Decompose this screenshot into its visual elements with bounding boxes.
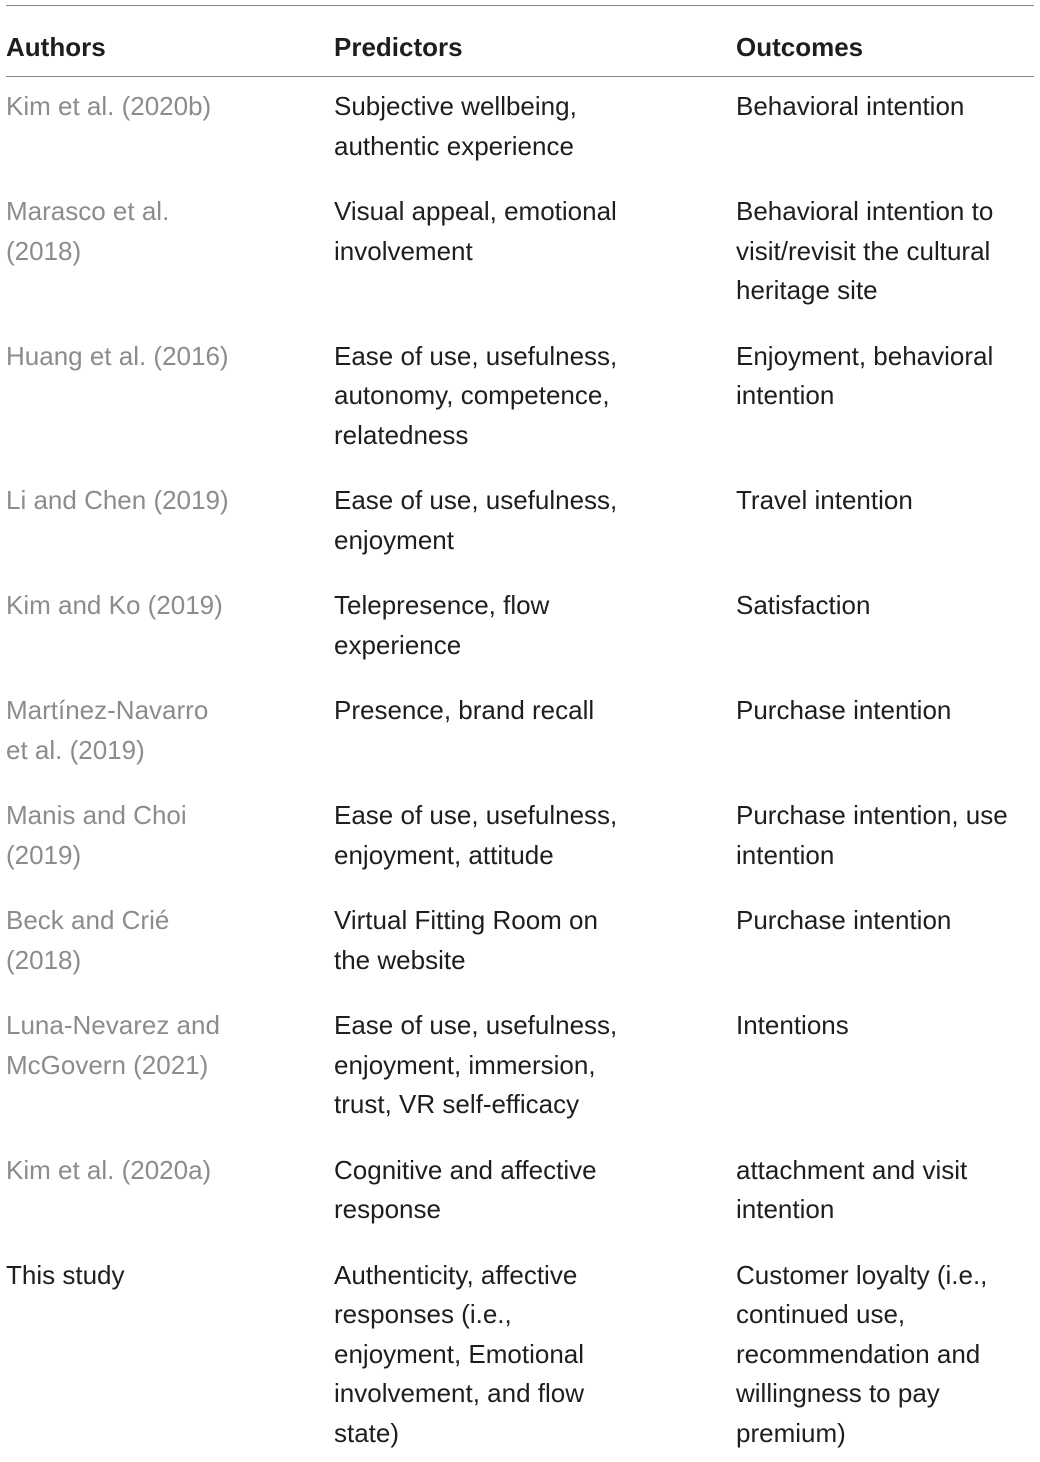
cell-outcomes-line: Purchase intention (736, 901, 1034, 941)
cell-predictors-line: response (334, 1190, 736, 1230)
table-row (6, 175, 1034, 320)
cell-outcomes-line: Purchase intention (736, 691, 1034, 731)
cell-outcomes (736, 691, 1034, 770)
cell-predictors-line: Ease of use, usefulness, (334, 481, 736, 521)
cell-outcomes-line: visit/revisit the cultural (736, 232, 1034, 272)
table-row (6, 569, 1034, 674)
cell-outcomes-line: Purchase intention, use (736, 796, 1034, 836)
cell-authors-line: Luna-Nevarez and (6, 1006, 334, 1046)
cell-predictors-line: enjoyment, Emotional (334, 1335, 736, 1375)
table-row (6, 989, 1034, 1134)
cell-outcomes-line: Customer loyalty (i.e., (736, 1256, 1034, 1296)
cell-predictors-line: Cognitive and affective (334, 1151, 736, 1191)
cell-outcomes (736, 1151, 1034, 1230)
cell-authors-line: Kim and Ko (2019) (6, 586, 334, 626)
cell-outcomes-line: recommendation and (736, 1335, 1034, 1375)
cell-predictors (334, 901, 736, 980)
cell-authors (6, 1151, 334, 1230)
cell-authors-line: Kim et al. (2020a) (6, 1151, 334, 1191)
cell-predictors-line: Virtual Fitting Room on (334, 901, 736, 941)
cell-outcomes-line: Travel intention (736, 481, 1034, 521)
cell-outcomes (736, 1256, 1034, 1454)
cell-authors-line: Martínez-Navarro (6, 691, 334, 731)
cell-predictors-line: enjoyment, attitude (334, 836, 736, 876)
cell-predictors-line: Subjective wellbeing, (334, 87, 736, 127)
cell-outcomes-line: Intentions (736, 1006, 1034, 1046)
cell-authors (6, 87, 334, 166)
cell-authors (6, 1256, 334, 1454)
cell-authors-line: This study (6, 1256, 334, 1296)
cell-outcomes (736, 337, 1034, 456)
cell-predictors-line: involvement (334, 232, 736, 272)
table-row (6, 77, 1034, 175)
table-body (6, 77, 1034, 1462)
table-row (6, 464, 1034, 569)
cell-authors (6, 901, 334, 980)
cell-outcomes-line: premium) (736, 1414, 1034, 1454)
cell-authors-line: Kim et al. (2020b) (6, 87, 334, 127)
cell-predictors-line: experience (334, 626, 736, 666)
cell-predictors (334, 691, 736, 770)
cell-outcomes (736, 586, 1034, 665)
cell-predictors-line: involvement, and flow (334, 1374, 736, 1414)
cell-authors (6, 1006, 334, 1125)
cell-predictors-line: Telepresence, flow (334, 586, 736, 626)
cell-predictors-line: responses (i.e., (334, 1295, 736, 1335)
cell-predictors-line: Presence, brand recall (334, 691, 736, 731)
cell-outcomes-line: willingness to pay (736, 1374, 1034, 1414)
table-row (6, 320, 1034, 465)
cell-outcomes (736, 901, 1034, 980)
cell-authors (6, 691, 334, 770)
cell-authors-line: (2019) (6, 836, 334, 876)
cell-predictors-line: state) (334, 1414, 736, 1454)
cell-predictors-line: relatedness (334, 416, 736, 456)
cell-authors (6, 796, 334, 875)
cell-authors-line: Beck and Crié (6, 901, 334, 941)
table-row (6, 1134, 1034, 1239)
cell-outcomes-line: Behavioral intention (736, 87, 1034, 127)
cell-predictors-line: the website (334, 941, 736, 981)
table-row (6, 674, 1034, 779)
cell-authors-line: (2018) (6, 232, 334, 272)
cell-predictors-line: authentic experience (334, 127, 736, 167)
cell-outcomes-line: intention (736, 836, 1034, 876)
header-authors: Authors (6, 32, 334, 62)
header-predictors: Predictors (334, 32, 736, 62)
cell-outcomes-line: attachment and visit (736, 1151, 1034, 1191)
cell-predictors (334, 796, 736, 875)
cell-predictors-line: Ease of use, usefulness, (334, 1006, 736, 1046)
cell-authors-line: (2018) (6, 941, 334, 981)
cell-outcomes (736, 87, 1034, 166)
cell-outcomes-line: Satisfaction (736, 586, 1034, 626)
cell-predictors-line: trust, VR self-efficacy (334, 1085, 736, 1125)
cell-predictors (334, 1151, 736, 1230)
cell-authors (6, 192, 334, 311)
cell-authors-line: McGovern (2021) (6, 1046, 334, 1086)
cell-predictors-line: Authenticity, affective (334, 1256, 736, 1296)
cell-predictors-line: Ease of use, usefulness, (334, 796, 736, 836)
cell-predictors (334, 192, 736, 311)
cell-outcomes-line: continued use, (736, 1295, 1034, 1335)
cell-authors (6, 586, 334, 665)
cell-outcomes-line: Behavioral intention to (736, 192, 1034, 232)
cell-authors-line: Huang et al. (2016) (6, 337, 334, 377)
cell-predictors (334, 481, 736, 560)
cell-outcomes (736, 1006, 1034, 1125)
cell-predictors-line: enjoyment, immersion, (334, 1046, 736, 1086)
cell-predictors (334, 586, 736, 665)
cell-predictors-line: enjoyment (334, 521, 736, 561)
cell-authors-line: Marasco et al. (6, 192, 334, 232)
cell-predictors (334, 1256, 736, 1454)
cell-outcomes-line: intention (736, 1190, 1034, 1230)
cell-outcomes-line: heritage site (736, 271, 1034, 311)
cell-authors-line: Li and Chen (2019) (6, 481, 334, 521)
cell-predictors (334, 1006, 736, 1125)
table-row (6, 884, 1034, 989)
table-row (6, 1239, 1034, 1462)
cell-outcomes (736, 796, 1034, 875)
cell-outcomes-line: intention (736, 376, 1034, 416)
cell-authors-line: Manis and Choi (6, 796, 334, 836)
cell-authors-line: et al. (2019) (6, 731, 334, 771)
table-row (6, 779, 1034, 884)
cell-predictors-line: Ease of use, usefulness, (334, 337, 736, 377)
header-outcomes: Outcomes (736, 32, 1034, 62)
comparison-table (6, 5, 1034, 1462)
cell-predictors (334, 87, 736, 166)
cell-authors (6, 337, 334, 456)
cell-predictors-line: Visual appeal, emotional (334, 192, 736, 232)
cell-authors (6, 481, 334, 560)
cell-outcomes (736, 481, 1034, 560)
cell-outcomes-line: Enjoyment, behavioral (736, 337, 1034, 377)
cell-predictors-line: autonomy, competence, (334, 376, 736, 416)
cell-predictors (334, 337, 736, 456)
cell-outcomes (736, 192, 1034, 311)
table-header-row (6, 6, 1034, 62)
